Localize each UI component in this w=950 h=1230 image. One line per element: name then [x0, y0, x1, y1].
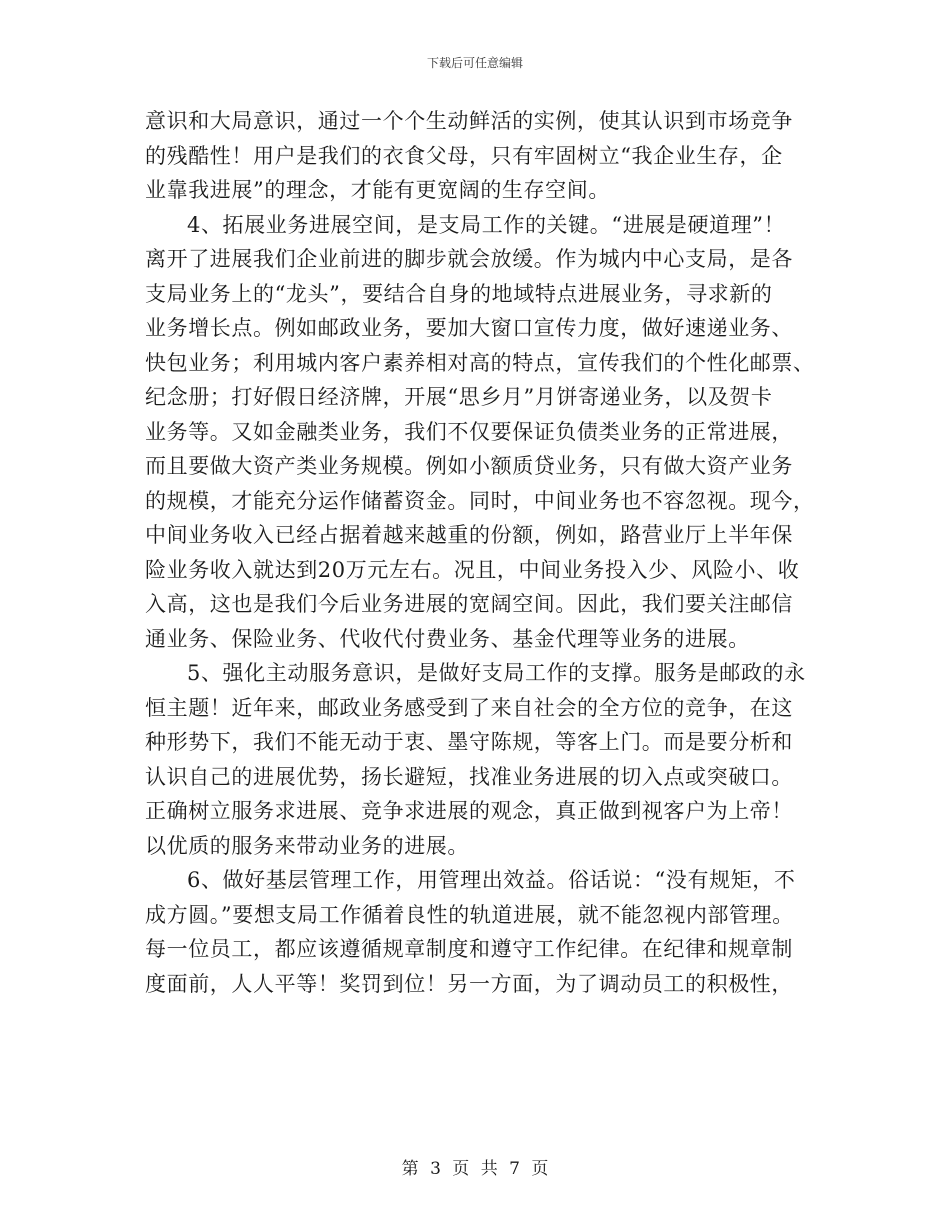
text-line: 种形势下，我们不能无动于衷、墨守陈规，等客上门。而是要分析和 — [145, 730, 793, 754]
text-line: 以优质的服务来带动业务的进展。 — [145, 833, 469, 858]
text-line: 入高，这也是我们今后业务进展的宽阔空间。因此，我们要关注邮信 — [145, 592, 793, 616]
text-line: 正确树立服务求进展、竞争求进展的观念，真正做到视客户为上帝！ — [145, 799, 793, 823]
page-footer: 第 3 页 共 7 页 — [401, 1159, 549, 1179]
text-line: 离开了进展我们企业前进的脚步就会放缓。作为城内中心支局，是各 — [145, 247, 793, 271]
text-line: 而且要做大资产类业务规模。例如小额质贷业务，只有做大资产业务 — [145, 454, 793, 478]
text-line: 意识和大局意识，通过一个个生动鲜活的实例，使其认识到市场竞争 — [145, 109, 793, 133]
text-line: 6、做好基层管理工作，用管理出效益。俗话说：“没有规矩，不 — [187, 868, 796, 892]
text-line: 恒主题！近年来，邮政业务感受到了来自社会的全方位的竞争，在这 — [145, 695, 793, 720]
document-body — [145, 104, 815, 1001]
text-line: 中间业务收入已经占据着越来越重的份额，例如，路营业厅上半年保 — [145, 523, 793, 547]
text-line: 4、拓展业务进展空间，是支局工作的关键。“进展是硬道理”！ — [187, 212, 786, 237]
text-line: 业靠我进展”的理念，才能有更宽阔的生存空间。 — [145, 178, 610, 202]
text-line: 支局业务上的“龙头”，要结合自身的地域特点进展业务，寻求新的 — [145, 281, 773, 306]
text-line: 险业务收入就达到20万元左右。况且，中间业务投入少、风险小、收 — [145, 557, 800, 582]
text-line: 的规模，才能充分运作储蓄资金。同时，中间业务也不容忽视。现今， — [145, 488, 815, 513]
text-line: 的残酷性！用户是我们的衣食父母，只有牢固树立“我企业生存，企 — [145, 143, 783, 168]
page-header: 下载后可任意编辑 — [426, 56, 523, 70]
text-line: 纪念册；打好假日经济牌，开展“思乡月”月饼寄递业务，以及贺卡 — [145, 385, 773, 409]
text-line: 快包业务；利用城内客户素养相对高的特点，宣传我们的个性化邮票、 — [145, 350, 815, 375]
text-line: 业务增长点。例如邮政业务，要加大窗口宣传力度，做好速递业务、 — [145, 316, 793, 340]
text-line: 成方圆。”要想支局工作循着良性的轨道进展，就不能忽视内部管理。 — [145, 902, 794, 927]
text-line: 业务等。又如金融类业务，我们不仅要保证负债类业务的正常进展， — [145, 419, 793, 444]
text-line: 度面前，人人平等！奖罚到位！另一方面，为了调动员工的积极性， — [145, 971, 793, 996]
text-line: 5、强化主动服务意识，是做好支局工作的支撑。服务是邮政的永 — [187, 661, 806, 685]
text-line: 通业务、保险业务、代收代付费业务、基金代理等业务的进展。 — [145, 626, 750, 651]
text-line: 每一位员工，都应该遵循规章制度和遵守工作纪律。在纪律和规章制 — [145, 937, 793, 961]
text-line: 认识自己的进展优势，扬长避短，找准业务进展的切入点或突破口。 — [145, 764, 793, 789]
